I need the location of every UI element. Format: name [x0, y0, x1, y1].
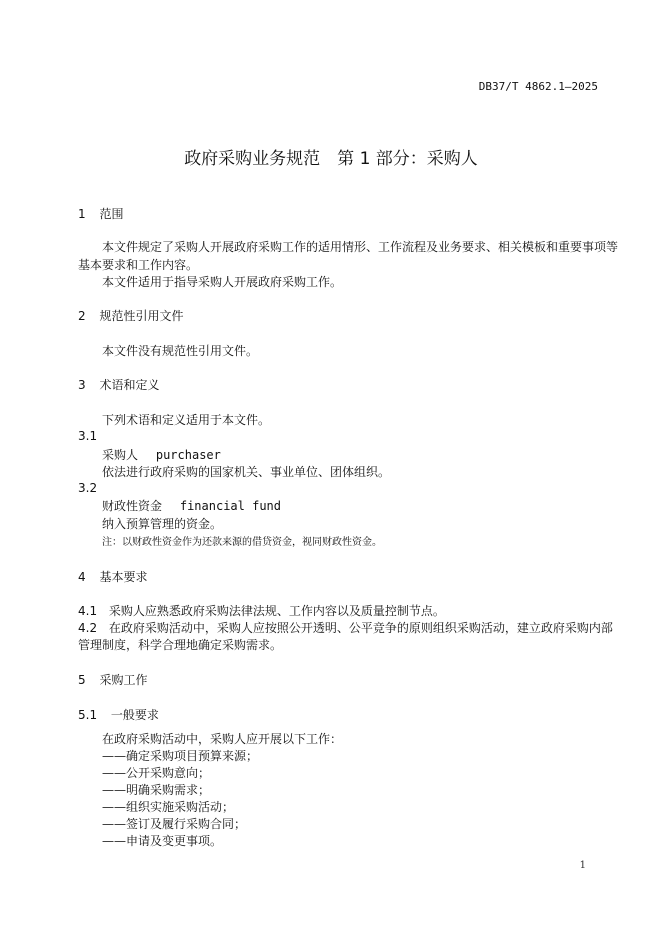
list-item: ——公开采购意向； [102, 766, 211, 780]
section-number: 3 [78, 378, 86, 392]
term-english: purchaser [155, 448, 221, 462]
term-chinese: 采购人 [102, 448, 139, 462]
subsection-5-1-heading [78, 706, 159, 723]
term-definition: 依法进行政府采购的国家机关、事业单位、团体组织。 [102, 465, 391, 479]
section-5-heading [78, 671, 147, 688]
document-code: DB37/T 4862.1—2025 [478, 80, 598, 93]
term-entry [102, 446, 221, 463]
term-number: 3.1 [78, 429, 98, 443]
list-item: ——组织实施采购活动； [102, 800, 235, 814]
section-number: 5 [78, 673, 86, 687]
list-item: ——确定采购项目预算来源； [102, 749, 259, 763]
list-item: ——明确采购需求； [102, 783, 211, 797]
subsection-number: 5.1 [78, 708, 98, 722]
paragraph: 基本要求和工作内容。 [78, 258, 199, 272]
clause-4-1 [78, 602, 445, 619]
list-item: ——签订及履行采购合同； [102, 817, 247, 831]
section-4-heading [78, 568, 147, 585]
term-note: 注：以财政性资金作为还款来源的借贷资金，视同财政性资金。 [102, 537, 382, 548]
section-title: 规范性引用文件 [99, 309, 184, 323]
term-definition: 纳入预算管理的资金。 [102, 517, 223, 531]
section-number: 2 [78, 309, 86, 323]
paragraph: 本文件没有规范性引用文件。 [102, 344, 259, 358]
list-item: ——申请及变更事项。 [102, 834, 223, 848]
section-title: 基本要求 [99, 570, 148, 584]
paragraph: 在政府采购活动中，采购人应开展以下工作： [102, 732, 343, 746]
term-english: financial fund [179, 499, 281, 513]
page-number: 1 [579, 860, 586, 871]
subsection-title: 一般要求 [110, 708, 159, 722]
clause-text: 采购人应熟悉政府采购法律法规、工作内容以及质量控制节点。 [108, 604, 445, 618]
section-1-heading [78, 205, 123, 222]
section-2-heading [78, 307, 183, 324]
section-3-heading [78, 376, 159, 393]
page-title: 政府采购业务规范 第 1 部分：采购人 [184, 149, 478, 169]
section-title: 范围 [99, 207, 124, 221]
section-number: 4 [78, 570, 86, 584]
term-entry [102, 497, 281, 514]
paragraph: 本文件规定了采购人开展政府采购工作的适用情形、工作流程及业务要求、相关模板和重要事项等 [102, 240, 619, 254]
paragraph: 管理制度，科学合理地确定采购需求。 [78, 638, 283, 652]
section-title: 术语和定义 [99, 378, 160, 392]
paragraph: 下列术语和定义适用于本文件。 [102, 413, 271, 427]
section-number: 1 [78, 207, 86, 221]
term-number: 3.2 [78, 481, 98, 495]
clause-number: 4.1 [78, 604, 98, 618]
clause-number: 4.2 [78, 621, 98, 635]
clause-4-2 [78, 619, 613, 636]
paragraph: 本文件适用于指导采购人开展政府采购工作。 [102, 275, 343, 289]
term-chinese: 财政性资金 [102, 499, 163, 513]
clause-text: 在政府采购活动中，采购人应按照公开透明、公平竞争的原则组织采购活动，建立政府采购内部 [108, 621, 613, 635]
section-title: 采购工作 [99, 673, 148, 687]
